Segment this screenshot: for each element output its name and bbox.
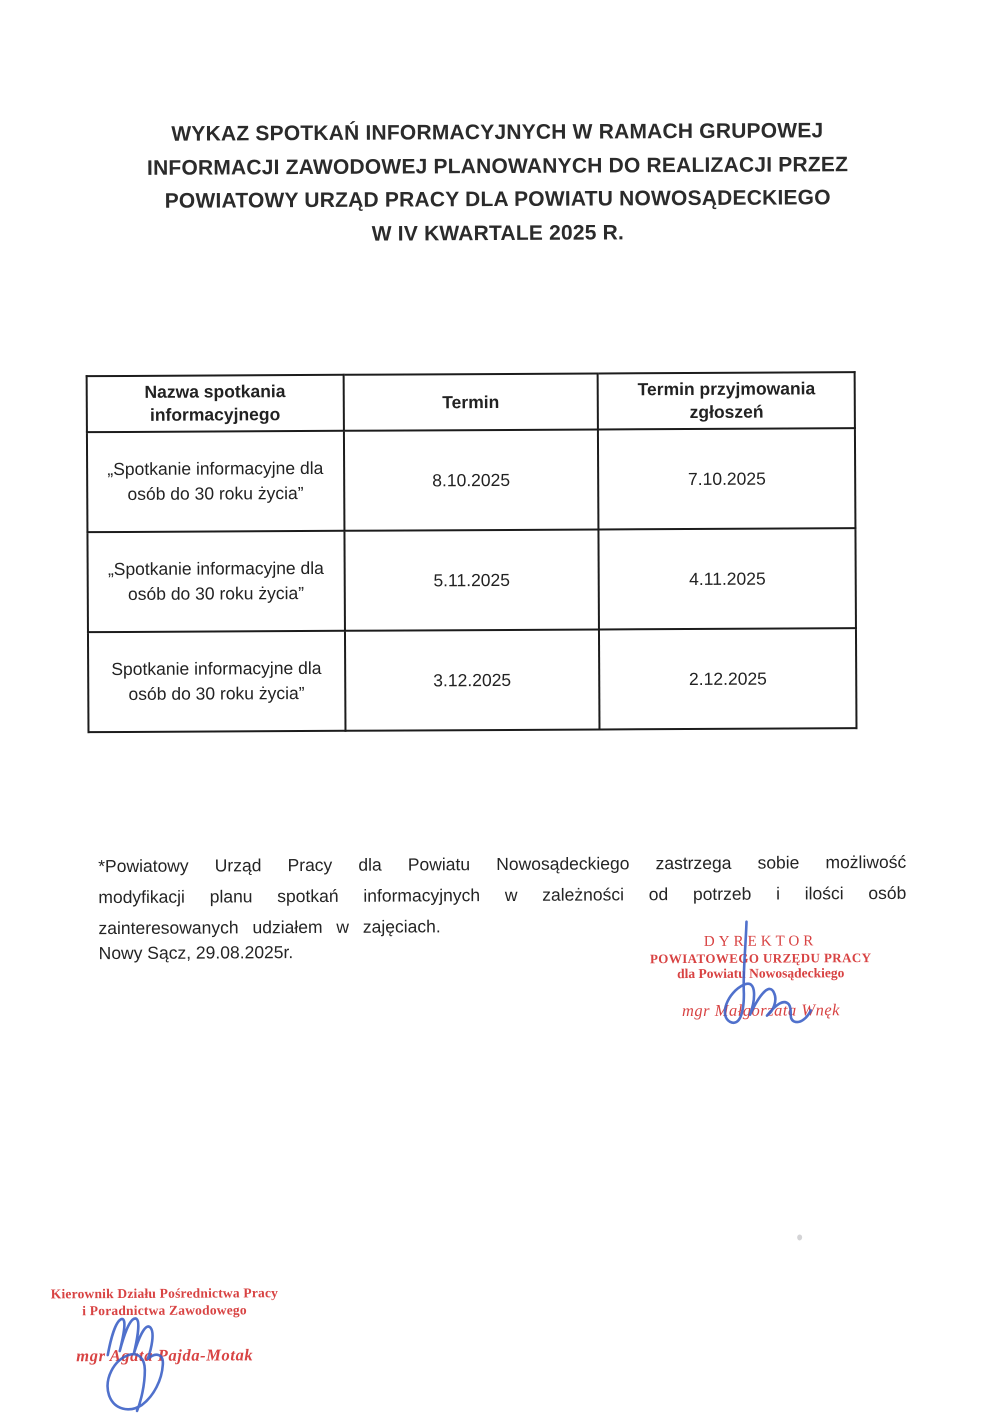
- header-meeting-name: Nazwa spotkania informacyjnego: [87, 375, 344, 432]
- header-termin: Termin: [343, 373, 598, 430]
- title-line-1: WYKAZ SPOTKAŃ INFORMACYJNYCH W RAMACH GRUPOWEJ: [171, 119, 824, 146]
- meeting-name-cell: „Spotkanie informacyjne dla osób do 30 roku życia”: [87, 531, 344, 632]
- termin-zgloszen-cell: 2.12.2025: [599, 628, 856, 729]
- termin-cell: 5.11.2025: [344, 529, 599, 630]
- table-row: [87, 428, 856, 532]
- scan-artifact-speck: [797, 1234, 802, 1240]
- dateline: Nowy Sącz, 29.08.2025r.: [98, 942, 294, 964]
- director-stamp: [630, 933, 892, 1021]
- manager-stamp: [47, 1284, 281, 1366]
- termin-cell: 8.10.2025: [343, 429, 598, 530]
- header-termin-zgloszen: Termin przyjmowania zgłoszeń: [598, 372, 855, 429]
- director-stamp-region: dla Powiatu Nowosądeckiego: [677, 965, 845, 982]
- title-line-3: POWIATOWY URZĄD PRACY DLA POWIATU NOWOSĄDECKIEGO: [164, 186, 831, 213]
- termin-zgloszen-cell: 7.10.2025: [598, 428, 855, 529]
- director-signature-name: mgr Małgorzata Wnęk: [681, 1000, 840, 1021]
- meeting-name-cell: Spotkanie informacyjne dla osób do 30 roku życia”: [88, 631, 345, 732]
- manager-stamp-line-2: i Poradnictwa Zawodowego: [82, 1302, 247, 1319]
- table-header-row: [87, 372, 855, 432]
- manager-stamp-line-1: Kierownik Działu Pośrednictwa Pracy: [50, 1285, 279, 1302]
- table-row: [87, 528, 856, 632]
- director-stamp-org: [630, 950, 892, 966]
- termin-zgloszen-cell: 4.11.2025: [599, 528, 856, 629]
- title-line-4: W IV KWARTALE 2025 R.: [371, 220, 625, 246]
- footnote-text: *Powiatowy Urząd Pracy dla Powiatu Nowosądeckiego zastrzega sobie możliwość modyfikacji planu spotkań informacyjnych w zależności od potrzeb i ilości osób zainteresowanych udziałem w zajęciach.: [98, 851, 907, 938]
- director-stamp-org-normal: POWIATOWEGO URZĘDU: [649, 950, 824, 967]
- title-line-2: INFORMACJI ZAWODOWEJ PLANOWANYCH DO REALIZACJI PRZEZ: [146, 152, 849, 180]
- director-stamp-title: DYREKTOR: [703, 933, 818, 950]
- meetings-table: [86, 371, 858, 733]
- termin-cell: 3.12.2025: [344, 629, 599, 730]
- manager-signature-name: mgr Agata Pajda-Motak: [76, 1345, 254, 1366]
- director-stamp-org-bold: PRACY: [823, 950, 872, 966]
- table-row: [88, 628, 857, 732]
- document-title: [0, 113, 998, 252]
- meeting-name-cell: „Spotkanie informacyjne dla osób do 30 roku życia”: [87, 431, 344, 532]
